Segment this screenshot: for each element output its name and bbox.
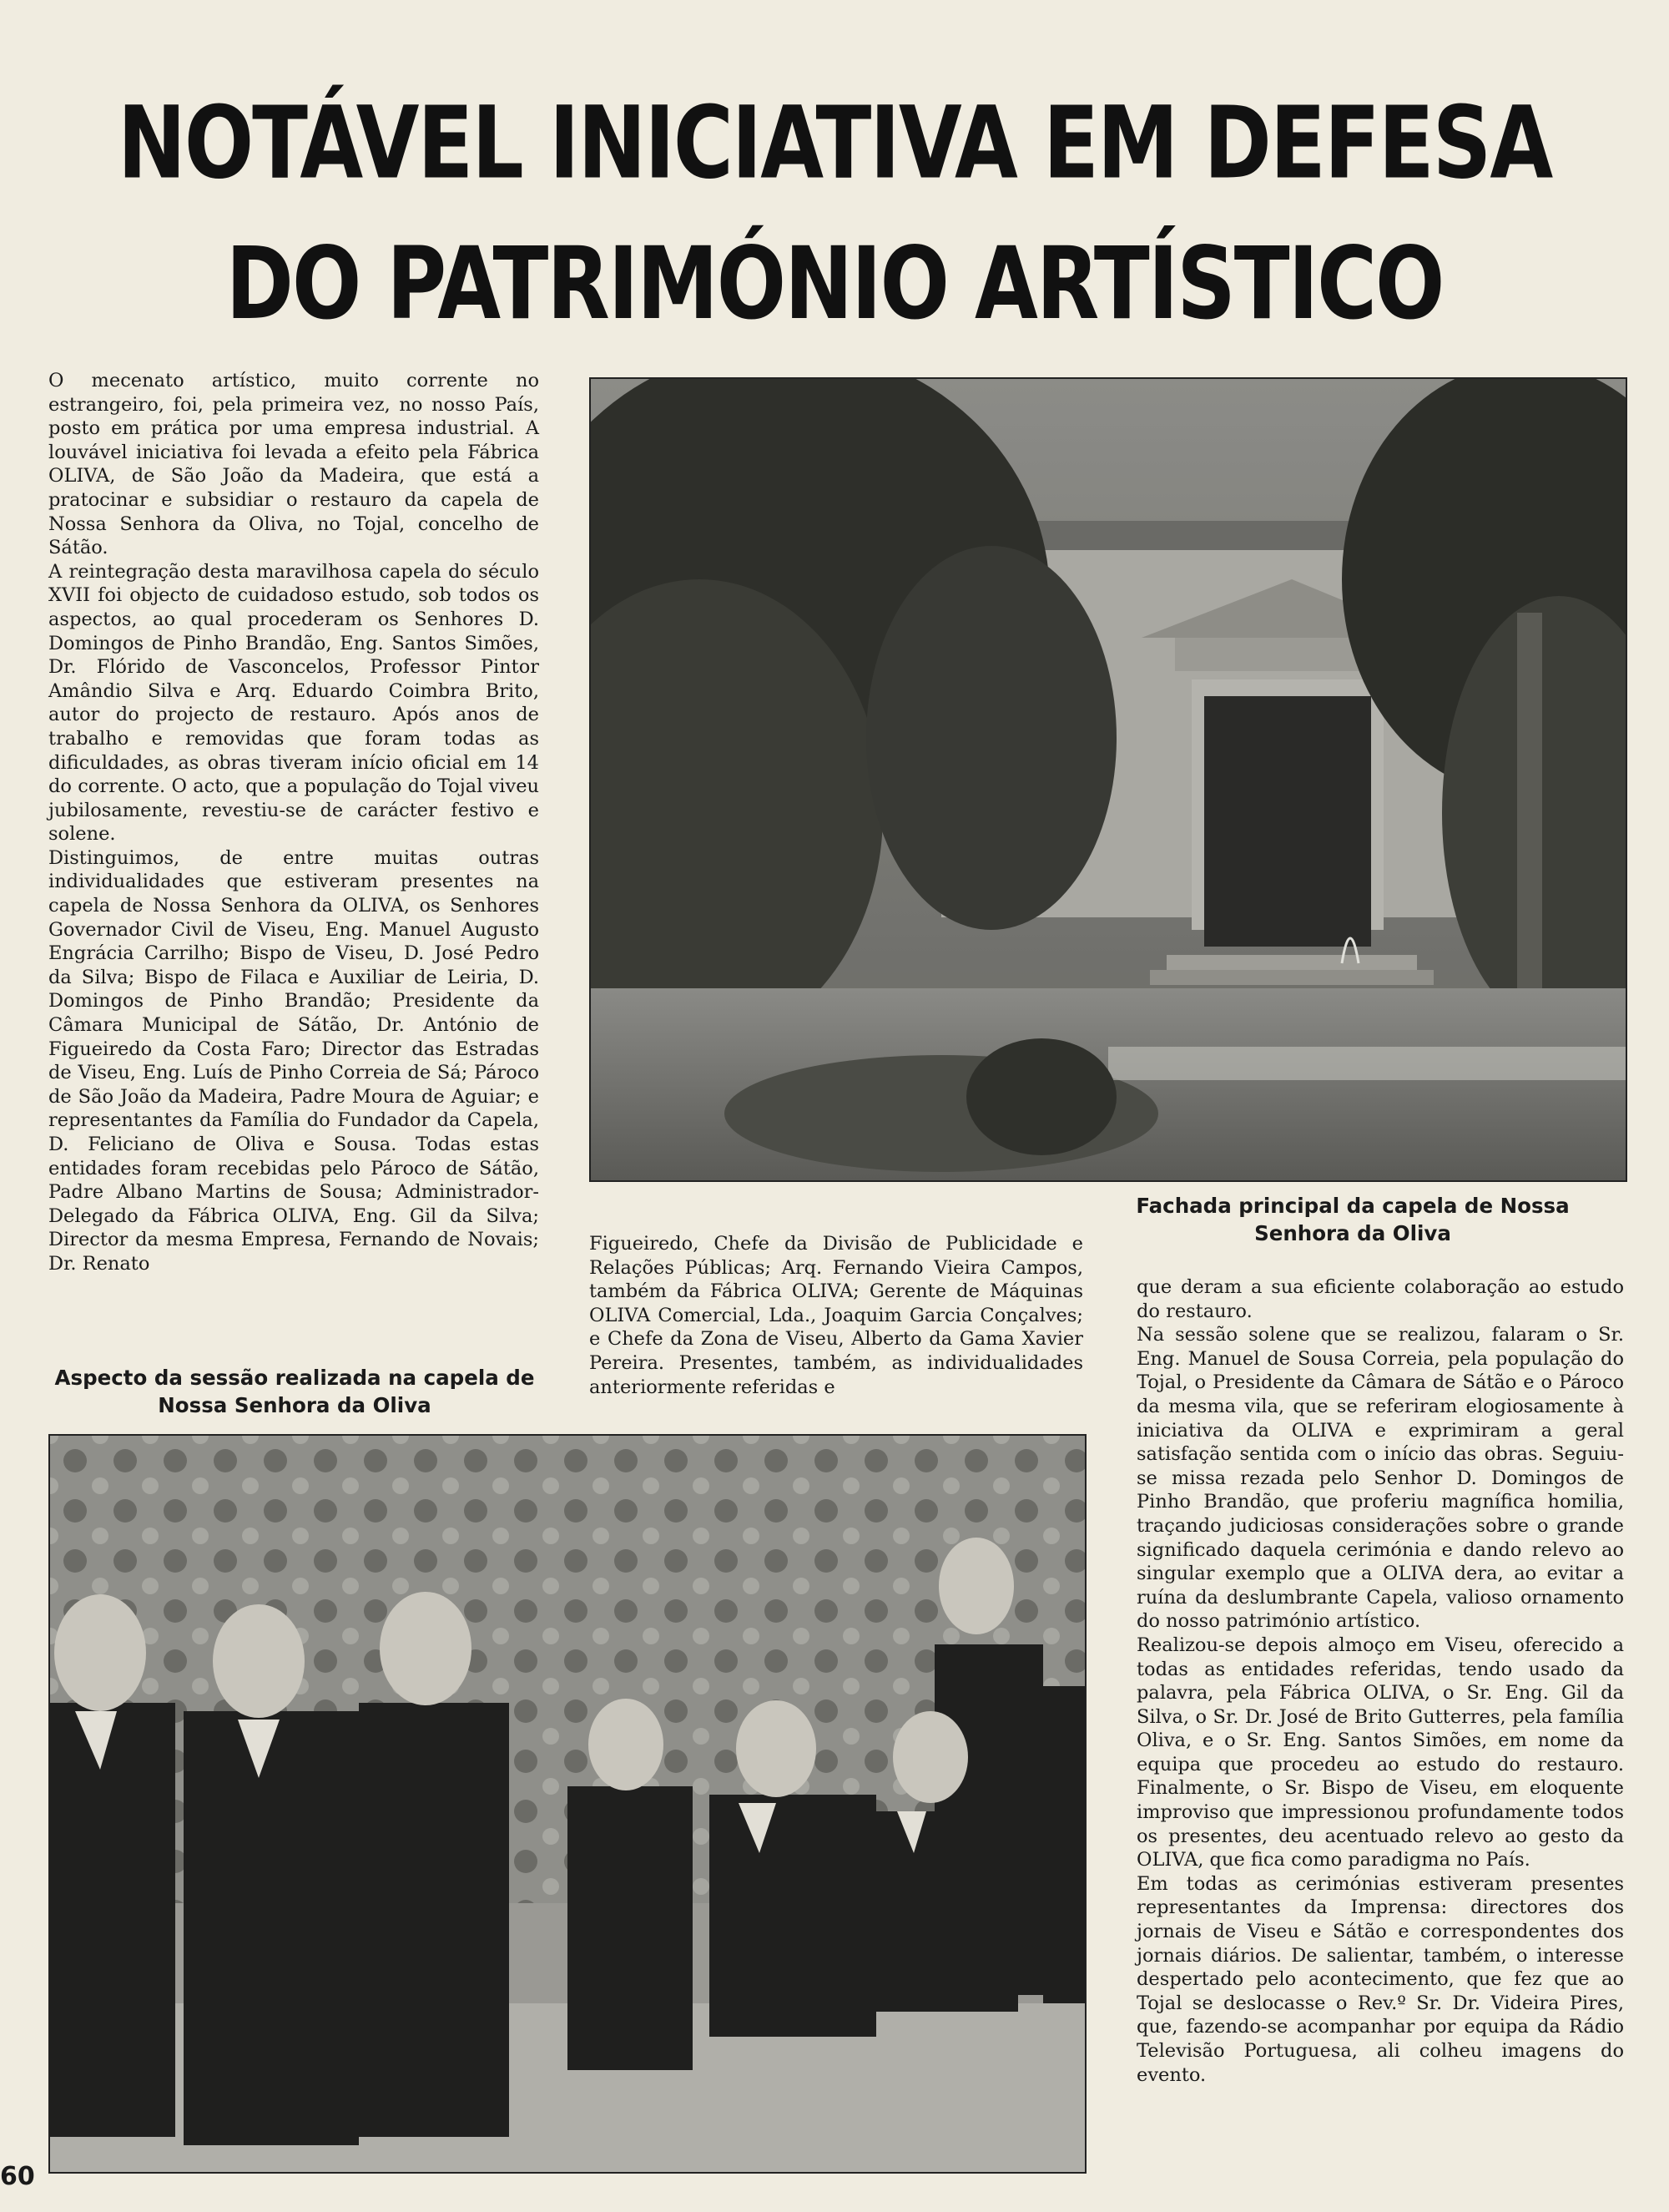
paragraph-1: O mecenato artístico, muito corrente no estrangeiro, foi, pela primeira vez, no nosso País, posto em prática por uma empresa industrial. A louvável iniciativa foi levada a efeito pela Fábrica OLIVA, de São João da Madeira, que está a pratocinar e subsidiar o restauro da capela de Nossa Senhora da Oliva, no Tojal, concelho de Sátão. [48,370,539,559]
paragraph-3: Distinguimos, de entre muitas outras individualidades que estiveram presentes na capela de Nossa Senhora da OLIVA, os Senhores Governador Civil de Viseu, Eng. Manuel Augusto Engrácia Carrilho; Bispo de Viseu, D. José Pedro da Silva; Bispo de Filaca e Auxiliar de Leiria, D. Domingos de Pinho Brandão; Presidente da Câmara Municipal de Sátão, Dr. António de Figueiredo da Costa Faro; Director das Estradas de Viseu, Eng. Luís de Pinho Correia de Sá; Pároco de São João da Madeira, Padre Moura de Aguiar; e representantes da Família do Fundador da Capela, D. Feliciano de Oliva e Sousa. Todas estas entidades foram recebidas pelo Pároco de Sátão, Padre Albano Martins de Sousa; Administrador-Delegado da Fábrica OLIVA, Eng. Gil da Silva; Director da mesma Empresa, Fernando de Novais; Dr. Renato [48,846,539,1275]
session-photo-caption: Aspecto da sessão realizada na capela de Nossa Senhora da Oliva [54,1366,535,1417]
paragraph-col2: Figueiredo, Chefe da Divisão de Publicidade e Relações Públicas; Arq. Fernando Vieira Campos, também da Fábrica OLIVA; Gerente de Máquinas OLIVA Comercial, Lda., Joaquim Garcia Conçalves; e Chefe da Zona de Viseu, Alberto da Gama Xavier Pereira. Presentes, também, as individualidades anteriormente referidas e [589,1233,1083,1398]
headline-line-2: DO PATRIMÓNIO ARTÍSTICO [225,226,1444,343]
paragraph-col3-1: que deram a sua eficiente colaboração ao estudo do restauro. [1137,1276,1624,1322]
article-column-3 [1137,1275,1624,2087]
paragraph-col3-3: Realizou-se depois almoço em Viseu, oferecido a todas as entidades referidas, tendo usado da palavra, pela Fábrica OLIVA, o Sr. Eng. Gil da Silva, o Sr. Dr. José de Brito Gutterres, pela família Oliva, e o Sr. Eng. Santos Simões, em nome da equipa que procedeu ao estudo do restauro. Finalmente, o Sr. Bispo de Viseu, em eloquente improviso que impressionou profundamente todos os presentes, deu acentuado relevo ao gesto da OLIVA, que fica como paradigma no País. [1137,1634,1624,1871]
paragraph-col3-4: Em todas as cerimónias estiveram presentes representantes da Imprensa: directores dos jornais de Viseu e Sátão e correspondentes dos jornais diários. De salientar, também, o interesse despertado pelo acontecimento, que fez que ao Tojal se deslocasse o Rev.º Sr. Dr. Videira Pires, que, fazendo-se acompanhar por equipa da Rádio Televisão Portuguesa, ali colheu imagens do evento. [1137,1872,1624,2086]
paragraph-col3-2: Na sessão solene que se realizou, falaram o Sr. Eng. Manuel de Sousa Correia, pela população do Tojal, o Presidente da Câmara de Sátão e o Pároco da mesma vila, que se referiram elogiosamente à iniciativa da OLIVA e exprimiram a geral satisfação sentida com o início das obras. Seguiu-se missa rezada pelo Senhor D. Domingos de Pinho Brandão, que proferiu magnífica homilia, traçando judiciosas considerações sobre o grande significado daquela cerimónia e dando relevo ao singular exemplo que a OLIVA dera, ao evitar a ruína da deslumbrante Capela, valioso ornamento do nosso património artístico. [1137,1324,1624,1633]
article-column-1 [48,369,539,1276]
page-number: 60 [0,2162,35,2191]
chapel-facade-photo [589,377,1627,1182]
headline-line-1: NOTÁVEL INICIATIVA EM DEFESA [117,85,1552,202]
chapel-photo-caption: Fachada principal da capela de Nossa Senhora da Oliva [1136,1194,1570,1245]
paragraph-2: A reintegração desta maravilhosa capela do século XVII foi objecto de cuidadoso estudo, sob todos os aspectos, ao qual procederam os Senhores D. Domingos de Pinho Brandão, Eng. Santos Simões, Dr. Flórido de Vasconcelos, Professor Pintor Amândio Silva e Arq. Eduardo Coimbra Brito, autor do projecto de restauro. Após anos de trabalho e removidas que foram todas as dificuldades, as obras tiveram início oficial em 14 do corrente. O acto, que a população do Tojal viveu jubilosamente, revestiu-se de carácter festivo e solene. [48,560,539,846]
article-column-2 [589,1232,1083,1399]
session-photo [48,1434,1087,2174]
